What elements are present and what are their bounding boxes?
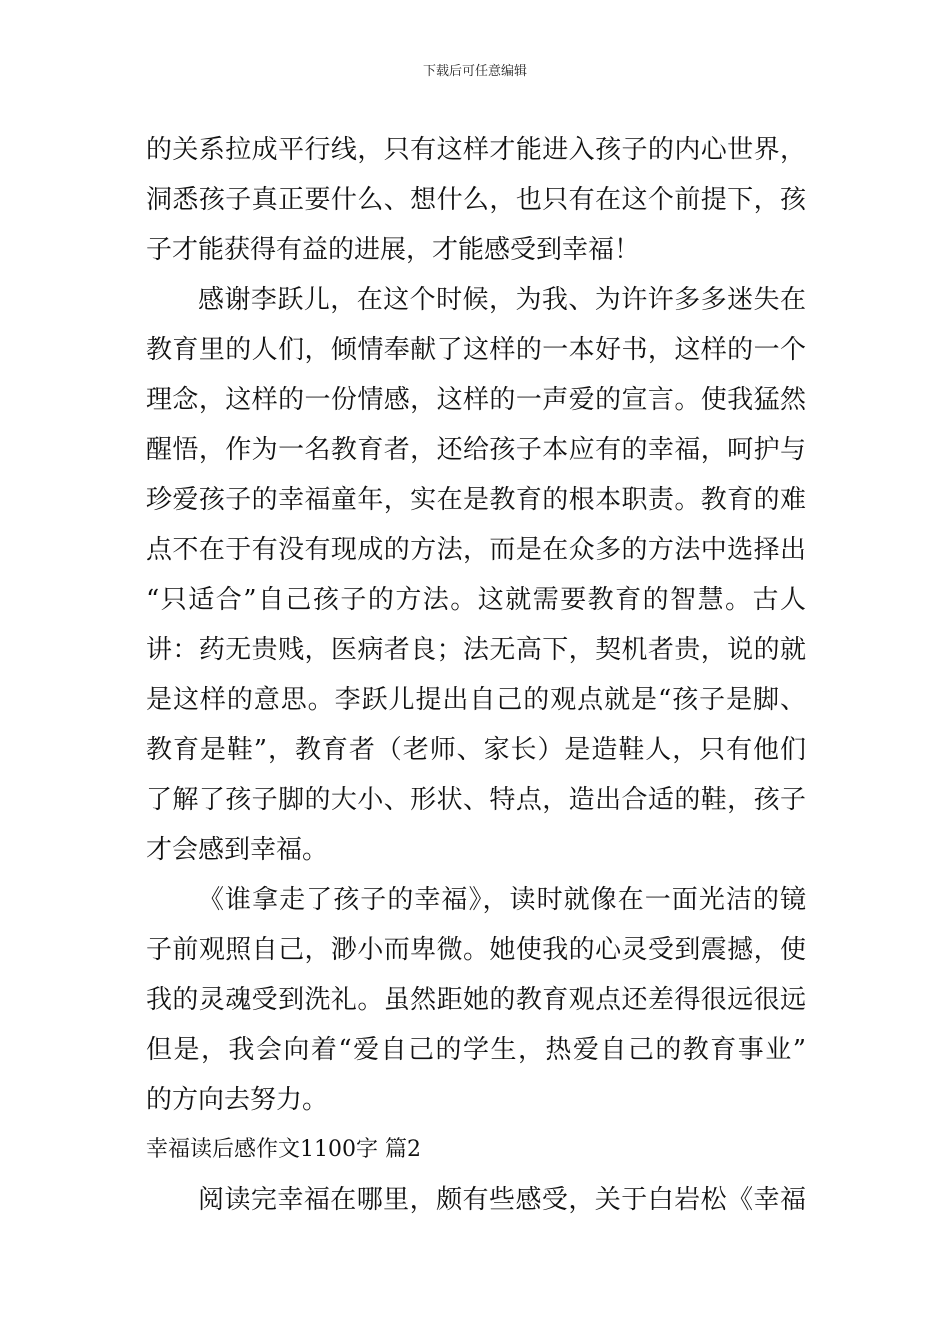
text-line: 才会感到幸福。 [146, 835, 329, 865]
paragraph-start-line: 阅读完幸福在哪里，颇有些感受，关于白岩松《幸福 [198, 1185, 806, 1215]
text-line: 理念，这样的一份情感，这样的一声爱的宣言。使我猛然 [146, 385, 806, 415]
text-line: 点不在于有没有现成的方法，而是在众多的方法中选择出 [146, 535, 806, 565]
text-line: 但是，我会向着“爱自己的学生，热爱自己的教育事业” [146, 1035, 806, 1065]
paragraph-start-line: 《谁拿走了孩子的幸福》，读时就像在一面光洁的镜 [198, 885, 806, 915]
text-line: 子才能获得有益的进展，才能感受到幸福！ [146, 235, 641, 265]
text-line: 讲：药无贵贱，医病者良；法无高下，契机者贵，说的就 [146, 635, 806, 665]
section-heading: 幸福读后感作文1100字 篇2 [146, 1137, 421, 1162]
text-line: 教育里的人们，倾情奉献了这样的一本好书，这样的一个 [146, 335, 806, 365]
text-line: 了解了孩子脚的大小、形状、特点，造出合适的鞋，孩子 [146, 785, 806, 815]
text-line: 教育是鞋”，教育者（老师、家长）是造鞋人，只有他们 [146, 735, 806, 765]
text-line: 醒悟，作为一名教育者，还给孩子本应有的幸福，呵护与 [146, 435, 806, 465]
text-line: 子前观照自己，渺小而卑微。她使我的心灵受到震撼，使 [146, 935, 806, 965]
text-line: 是这样的意思。李跃儿提出自己的观点就是“孩子是脚、 [146, 685, 806, 715]
text-line: “只适合”自己孩子的方法。这就需要教育的智慧。古人 [146, 585, 806, 615]
page-header: 下载后可任意编辑 [422, 64, 527, 79]
text-line: 我的灵魂受到洗礼。虽然距她的教育观点还差得很远很远 [146, 985, 806, 1015]
text-line: 的关系拉成平行线，只有这样才能进入孩子的内心世界， [146, 135, 806, 165]
text-line: 的方向去努力。 [146, 1085, 329, 1115]
text-line: 洞悉孩子真正要什么、想什么，也只有在这个前提下，孩 [146, 185, 806, 215]
text-line: 珍爱孩子的幸福童年，实在是教育的根本职责。教育的难 [146, 485, 806, 515]
paragraph-start-line: 感谢李跃儿，在这个时候，为我、为许许多多迷失在 [198, 285, 806, 315]
document-body [146, 125, 806, 1225]
